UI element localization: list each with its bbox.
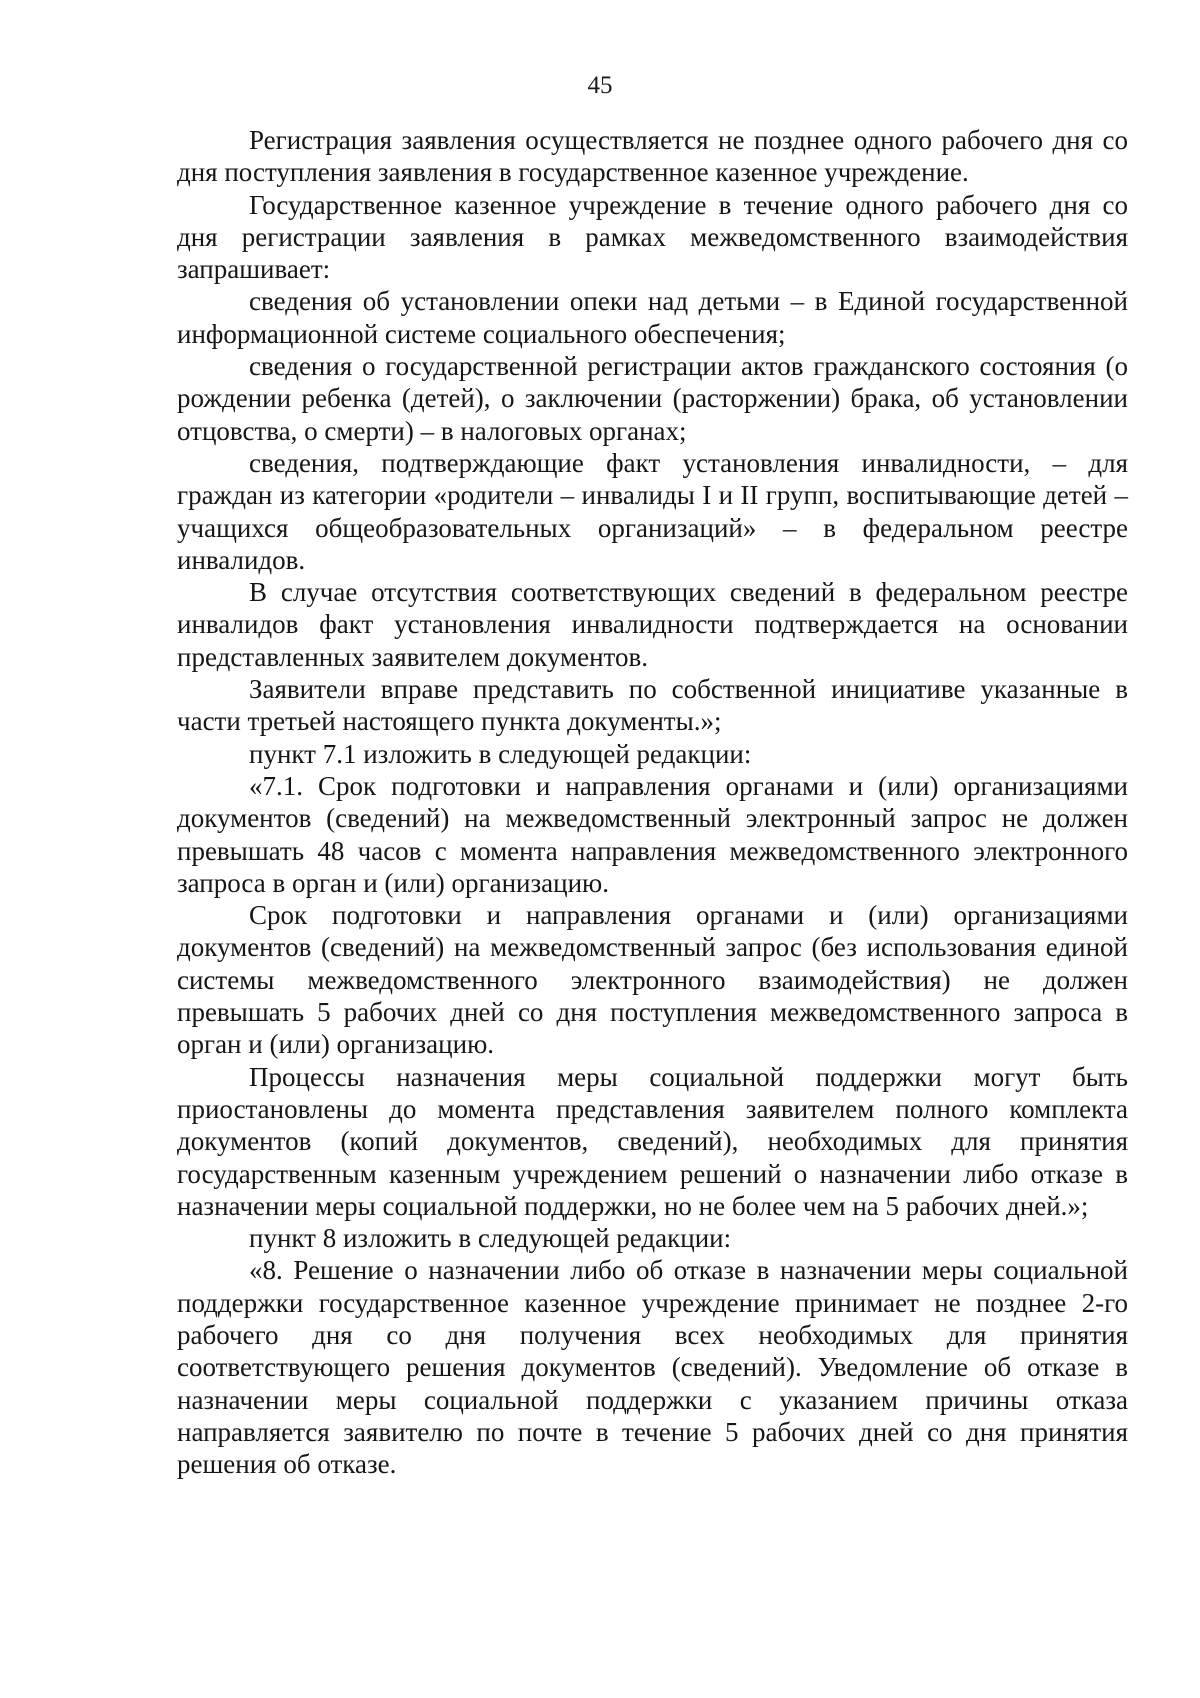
paragraph-clause-7-1-paper-term: Срок подготовки и направления органами и (или) организациями документов (сведений) на межведомственный запрос (без использования единой системы межведомственного электронного взаимодействия) не должен превышать 5 рабочих дней со дня поступления межведомственного запроса в орган и (или) организацию.	[177, 900, 1128, 1060]
paragraph-guardianship-info: сведения об установлении опеки над детьми – в Единой государственной информационной системе социального обеспечения;	[177, 286, 1128, 349]
paragraph-missing-registry-data: В случае отсутствия соответствующих сведений в федеральном реестре инвалидов факт установления инвалидности подтверждается на основании представленных заявителем документов.	[177, 577, 1128, 672]
paragraph-disability-info: сведения, подтверждающие факт установления инвалидности, – для граждан из категории «родители – инвалиды I и II групп, воспитывающие детей – учащихся общеобразовательных организаций» – в федеральном реестре инвалидов.	[177, 447, 1128, 575]
paragraph-clause-8-intro: пункт 8 изложить в следующей редакции:	[249, 1223, 732, 1254]
paragraph-clause-7-1-electronic-term: «7.1. Срок подготовки и направления органами и (или) организациями документов (сведений) на межведомственный электронный запрос не должен превышать 48 часов с момента направления межведомственного электронного запроса в орган и (или) организацию.	[177, 770, 1128, 898]
paragraph-clause-8-decision: «8. Решение о назначении либо об отказе в назначении меры социальной поддержки государственное казенное учреждение принимает не позднее 2-го рабочего дня со дня получения всех необходимых для принятия соответствующего решения документов (сведений). Уведомление об отказе в назначении меры социальной поддержки с указанием причины отказа направляется заявителю по почте в течение 5 рабочих дней со дня принятия решения об отказе.	[177, 1255, 1128, 1480]
paragraph-interagency-request: Государственное казенное учреждение в течение одного рабочего дня со дня регистрации заявления в рамках межведомственного взаимодействия запрашивает:	[177, 189, 1128, 285]
paragraph-registration: Регистрация заявления осуществляется не позднее одного рабочего дня со дня поступления заявления в государственное казенное учреждение.	[177, 125, 1128, 188]
page-number: 45	[587, 72, 613, 99]
document-body	[177, 124, 1128, 1480]
paragraph-process-suspension: Процессы назначения меры социальной поддержки могут быть приостановлены до момента представления заявителем полного комплекта документов (копий документов, сведений), необходимых для принятия государственным казенным учреждением решений о назначении либо отказе в назначении меры социальной поддержки, но не более чем на 5 рабочих дней.»;	[177, 1061, 1128, 1221]
paragraph-applicant-right: Заявители вправе представить по собственной инициативе указанные в части третьей настоящего пункта документы.»;	[177, 674, 1128, 737]
paragraph-clause-7-1-intro: пункт 7.1 изложить в следующей редакции:	[249, 738, 752, 769]
paragraph-civil-status-info: сведения о государственной регистрации актов гражданского состояния (о рождении ребенка (детей), о заключении (расторжении) брака, об установлении отцовства, о смерти) – в налоговых органах;	[177, 351, 1128, 446]
